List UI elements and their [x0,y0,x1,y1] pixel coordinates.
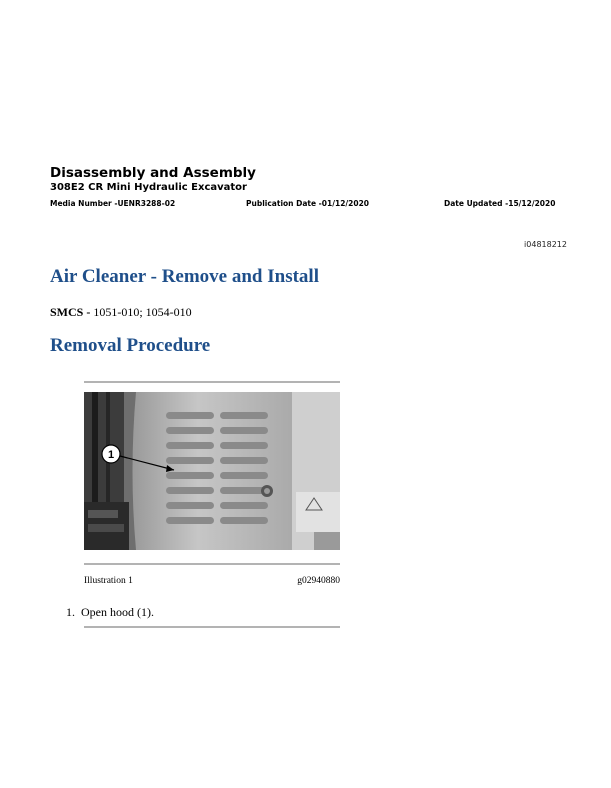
smcs-line [50,305,192,320]
smcs-codes: 1051-010; 1054-010 [90,305,192,319]
callout-number: 1 [107,449,115,461]
publication-date: Publication Date -01/12/2020 [246,199,370,208]
graphic-id: g02940880 [297,576,340,586]
machine-model: 308E2 CR Mini Hydraulic Excavator [50,182,247,193]
illustration-caption: Illustration 1 [84,576,133,586]
date-updated: Date Updated -15/12/2020 [444,199,556,208]
divider-top [84,381,340,383]
section-heading: Removal Procedure [50,335,211,356]
divider-caption [84,563,340,565]
divider-bottom [84,626,340,628]
step-text: Open hood (1). [81,605,154,619]
step-item [66,605,154,620]
document-id: i04818212 [524,240,567,249]
smcs-label: SMCS - [50,305,91,319]
media-number: Media Number -UENR3288-02 [50,199,176,208]
illustration-image [84,392,340,550]
page-title: Air Cleaner - Remove and Install [50,266,319,287]
document-title: Disassembly and Assembly [50,165,256,181]
step-number: 1. [66,605,75,619]
